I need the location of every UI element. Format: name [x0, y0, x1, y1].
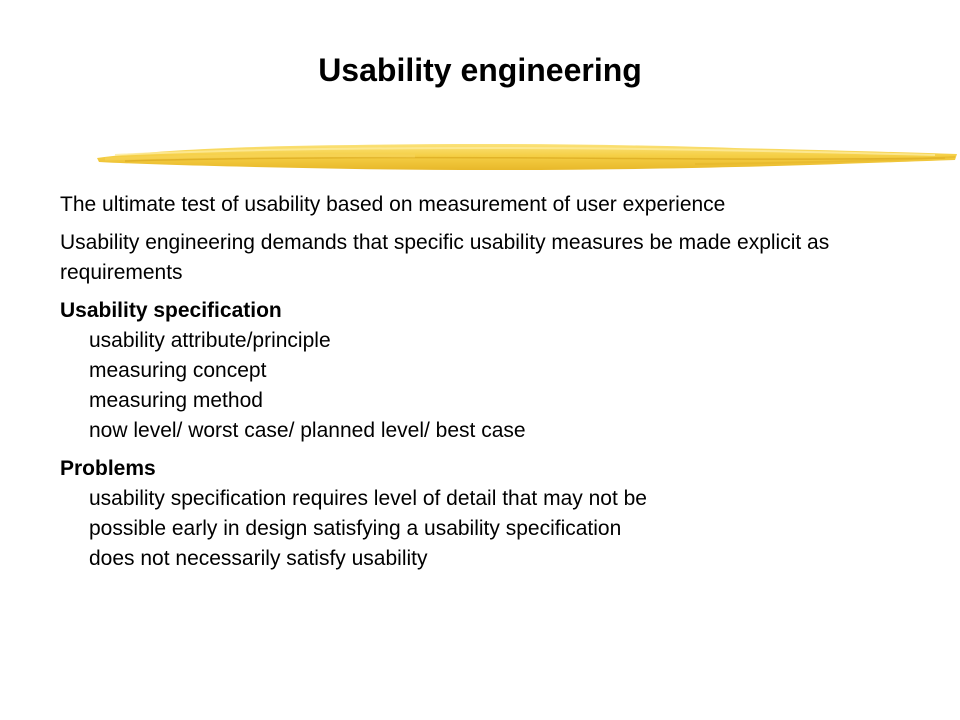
- list-item: measuring method: [89, 389, 263, 412]
- section-problems: [60, 454, 860, 574]
- slide-title: Usability engineering: [318, 52, 642, 88]
- list-item: measuring concept: [89, 359, 267, 382]
- section-heading: Problems: [60, 457, 156, 480]
- intro-paragraph-1: The ultimate test of usability based on measurement of user experience: [60, 193, 726, 216]
- yellow-brush-stroke: [95, 136, 960, 178]
- intro-paragraph-2: Usability engineering demands that specific usability measures be made explicit as requirements: [60, 231, 830, 284]
- section-heading: Usability specification: [60, 299, 282, 322]
- list-item: now level/ worst case/ planned level/ best case: [89, 419, 526, 442]
- slide-content: [60, 190, 860, 582]
- section-usability-specification: [60, 296, 860, 446]
- list-item: usability attribute/principle: [89, 329, 331, 352]
- list-item: possible early in design satisfying a usability specification: [89, 517, 622, 540]
- list-item: usability specification requires level of detail that may not be: [89, 487, 647, 510]
- list-item: does not necessarily satisfy usability: [89, 547, 428, 570]
